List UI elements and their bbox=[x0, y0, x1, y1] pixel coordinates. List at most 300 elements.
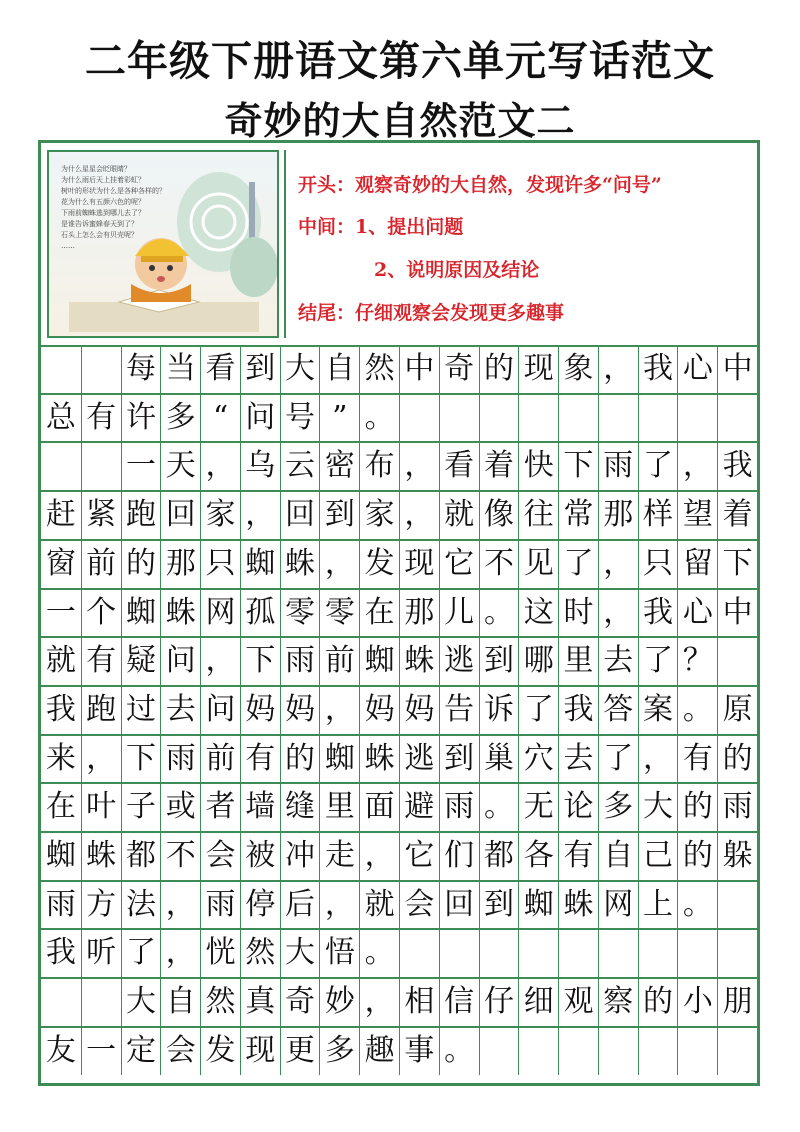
essay-cell: 的 bbox=[717, 735, 757, 783]
outline-middle-1: 中间：1、提出问题 bbox=[298, 216, 464, 238]
essay-cell: 蜘 bbox=[359, 637, 399, 685]
essay-cell: 妈 bbox=[280, 686, 320, 734]
essay-cell bbox=[81, 978, 121, 1026]
essay-cell: 往 bbox=[518, 491, 558, 539]
essay-cell: 的 bbox=[121, 540, 161, 588]
essay-cell bbox=[717, 637, 757, 685]
essay-cell: 我 bbox=[638, 345, 678, 393]
essay-cell: 个 bbox=[81, 589, 121, 637]
grid-line bbox=[41, 734, 757, 736]
essay-cell: “ bbox=[200, 394, 240, 442]
essay-row bbox=[41, 345, 757, 393]
essay-cell bbox=[558, 1027, 598, 1075]
essay-cell: 蜘 bbox=[45, 838, 76, 873]
essay-cell: 的 bbox=[638, 978, 678, 1026]
essay-cell: 有 bbox=[677, 735, 717, 783]
essay-cell: ， bbox=[399, 442, 439, 490]
essay-cell: 方 bbox=[81, 881, 121, 929]
essay-cell: 各 bbox=[518, 832, 558, 880]
essay-cell: 原 bbox=[717, 686, 757, 734]
essay-cell: 无 bbox=[518, 783, 558, 831]
essay-cell: 冲 bbox=[280, 832, 320, 880]
essay-cell: 它 bbox=[399, 832, 439, 880]
essay-cell: 听 bbox=[81, 929, 121, 977]
essay-row bbox=[41, 881, 757, 929]
essay-cell: 事 bbox=[399, 1027, 439, 1075]
essay-cell: 我 bbox=[558, 686, 598, 734]
grid-line bbox=[41, 636, 757, 638]
essay-cell: 朋 bbox=[717, 978, 757, 1026]
essay-cell: 雨 bbox=[598, 442, 638, 490]
essay-cell bbox=[677, 929, 717, 977]
essay-cell: 下 bbox=[121, 735, 161, 783]
essay-cell: 妈 bbox=[399, 686, 439, 734]
essay-cell: 叶 bbox=[81, 783, 121, 831]
essay-cell: 奇 bbox=[439, 345, 479, 393]
essay-cell: 现 bbox=[518, 345, 558, 393]
illustration-question: …… bbox=[61, 242, 75, 250]
essay-cell: 大 bbox=[121, 978, 161, 1026]
writing-sheet bbox=[38, 140, 760, 1086]
essay-cell: 就 bbox=[45, 643, 76, 679]
essay-cell: 小 bbox=[677, 978, 717, 1026]
essay-cell: 。 bbox=[439, 1027, 479, 1075]
essay-cell bbox=[518, 929, 558, 977]
essay-cell: 紧 bbox=[81, 491, 121, 539]
essay-cell: 信 bbox=[439, 978, 479, 1026]
essay-cell bbox=[717, 1027, 757, 1075]
essay-cell: 会 bbox=[160, 1027, 200, 1075]
essay-cell: 像 bbox=[479, 491, 519, 539]
essay-cell: 自 bbox=[319, 345, 359, 393]
essay-cell: 样 bbox=[638, 491, 678, 539]
essay-cell: 了 bbox=[638, 442, 678, 490]
illustration-question: 树叶的形状为什么是各种各样的？ bbox=[61, 187, 166, 195]
essay-cell: 到 bbox=[479, 637, 519, 685]
essay-cell: 心 bbox=[677, 589, 717, 637]
essay-row bbox=[41, 978, 757, 1026]
essay-cell: 蜘 bbox=[319, 735, 359, 783]
essay-cell: ， bbox=[200, 637, 240, 685]
essay-cell: 下 bbox=[558, 442, 598, 490]
essay-cell: 蛛 bbox=[280, 540, 320, 588]
essay-cell: 回 bbox=[160, 491, 200, 539]
grid-line bbox=[41, 977, 757, 979]
grid-line bbox=[41, 393, 757, 395]
essay-cell: ， bbox=[200, 442, 240, 490]
essay-cell: 前 bbox=[81, 540, 121, 588]
boy-reading-illustration bbox=[47, 150, 279, 338]
essay-cell: 仔 bbox=[479, 978, 519, 1026]
essay-cell bbox=[41, 442, 81, 490]
essay-cell: 更 bbox=[280, 1027, 320, 1075]
essay-cell: 布 bbox=[359, 442, 399, 490]
essay-cell: ， bbox=[677, 442, 717, 490]
essay-cell bbox=[558, 394, 598, 442]
essay-cell: 了 bbox=[121, 929, 161, 977]
essay-cell: 天 bbox=[160, 442, 200, 490]
grid-line bbox=[41, 880, 757, 882]
essay-cell bbox=[717, 881, 757, 929]
essay-cell: 然 bbox=[240, 929, 280, 977]
essay-cell: 一 bbox=[81, 1027, 121, 1075]
essay-cell: 那 bbox=[160, 540, 200, 588]
essay-cell: ， bbox=[399, 491, 439, 539]
illustration-question: 是谁告诉蜜蜂春天到了？ bbox=[61, 220, 138, 228]
outline-ending: 结尾：仔细观察会发现更多趣事 bbox=[298, 302, 565, 324]
essay-cell: 有 bbox=[240, 735, 280, 783]
essay-cell: 过 bbox=[121, 686, 161, 734]
essay-cell: 们 bbox=[439, 832, 479, 880]
essay-cell: 我 bbox=[45, 935, 76, 971]
essay-cell: 去 bbox=[558, 735, 598, 783]
essay-row bbox=[41, 783, 757, 831]
essay-cell: 心 bbox=[677, 345, 717, 393]
essay-cell bbox=[638, 394, 678, 442]
page-title: 二年级下册语文第六单元写话范文 bbox=[85, 37, 715, 85]
grid-line bbox=[41, 490, 757, 492]
essay-cell bbox=[81, 345, 121, 393]
essay-cell: 恍 bbox=[200, 929, 240, 977]
essay-cell: 中 bbox=[717, 345, 757, 393]
essay-cell: ， bbox=[638, 735, 678, 783]
essay-cell: 蛛 bbox=[81, 832, 121, 880]
essay-cell: 答 bbox=[598, 686, 638, 734]
essay-cell: 零 bbox=[319, 589, 359, 637]
essay-cell: 。 bbox=[677, 686, 717, 734]
essay-cell: 在 bbox=[359, 589, 399, 637]
essay-cell: 巢 bbox=[479, 735, 519, 783]
essay-cell: 躲 bbox=[717, 832, 757, 880]
essay-cell: 里 bbox=[319, 783, 359, 831]
essay-cell: 时 bbox=[558, 589, 598, 637]
essay-cell: 到 bbox=[319, 491, 359, 539]
essay-cell: 象 bbox=[558, 345, 598, 393]
essay-cell: 常 bbox=[558, 491, 598, 539]
essay-cell: 问 bbox=[200, 686, 240, 734]
essay-cell bbox=[439, 929, 479, 977]
illustration-question: 花为什么有五颜六色的呢？ bbox=[61, 198, 145, 206]
essay-cell: 问 bbox=[160, 637, 200, 685]
essay-cell: 走 bbox=[319, 832, 359, 880]
essay-cell: 。 bbox=[479, 783, 519, 831]
essay-cell: 后 bbox=[280, 881, 320, 929]
essay-cell: 零 bbox=[280, 589, 320, 637]
essay-cell: 孤 bbox=[240, 589, 280, 637]
writing-outline bbox=[284, 150, 753, 338]
essay-row bbox=[41, 1027, 757, 1075]
essay-cell: 只 bbox=[200, 540, 240, 588]
essay-cell bbox=[598, 394, 638, 442]
essay-cell: 有 bbox=[81, 637, 121, 685]
essay-cell: 大 bbox=[280, 345, 320, 393]
essay-cell: 那 bbox=[598, 491, 638, 539]
essay-cell: 留 bbox=[677, 540, 717, 588]
essay-cell: 里 bbox=[558, 637, 598, 685]
essay-cell: 。 bbox=[677, 881, 717, 929]
essay-cell: 墙 bbox=[240, 783, 280, 831]
essay-cell: 逃 bbox=[399, 735, 439, 783]
essay-cell: 蛛 bbox=[399, 637, 439, 685]
essay-cell: 窗 bbox=[45, 545, 76, 581]
essay-cell: 跑 bbox=[81, 686, 121, 734]
essay-cell: 在 bbox=[45, 789, 76, 825]
grid-line bbox=[41, 588, 757, 590]
essay-cell: 雨 bbox=[439, 783, 479, 831]
essay-cell bbox=[81, 442, 121, 490]
essay-cell: 密 bbox=[319, 442, 359, 490]
essay-cell: 然 bbox=[359, 345, 399, 393]
essay-row bbox=[41, 442, 757, 490]
essay-cell bbox=[558, 929, 598, 977]
essay-cell: 雨 bbox=[45, 886, 76, 922]
essay-cell: 了 bbox=[638, 637, 678, 685]
essay-cell: ， bbox=[160, 881, 200, 929]
essay-cell: 见 bbox=[518, 540, 558, 588]
essay-cell: 下 bbox=[240, 637, 280, 685]
essay-cell: 一 bbox=[121, 442, 161, 490]
essay-cell: 去 bbox=[160, 686, 200, 734]
essay-cell: 就 bbox=[359, 881, 399, 929]
essay-cell bbox=[399, 394, 439, 442]
essay-cell: 有 bbox=[558, 832, 598, 880]
essay-cell: 疑 bbox=[121, 637, 161, 685]
essay-cell: 着 bbox=[479, 442, 519, 490]
essay-cell: ， bbox=[319, 881, 359, 929]
essay-cell: 。 bbox=[359, 929, 399, 977]
essay-cell bbox=[479, 1027, 519, 1075]
essay-cell: 。 bbox=[359, 394, 399, 442]
essay-cell bbox=[638, 929, 678, 977]
essay-cell: 雨 bbox=[280, 637, 320, 685]
essay-cell: 发 bbox=[200, 1027, 240, 1075]
grid-line bbox=[41, 928, 757, 930]
essay-cell: 都 bbox=[121, 832, 161, 880]
essay-cell: 相 bbox=[399, 978, 439, 1026]
essay-cell: 穴 bbox=[518, 735, 558, 783]
essay-cell: 有 bbox=[81, 394, 121, 442]
illustration-question: 石头上怎么会有贝壳呢？ bbox=[61, 231, 138, 239]
essay-cell: 发 bbox=[359, 540, 399, 588]
essay-cell: 己 bbox=[638, 832, 678, 880]
essay-cell: 的 bbox=[280, 735, 320, 783]
essay-cell bbox=[439, 394, 479, 442]
essay-cell: 蛛 bbox=[160, 589, 200, 637]
essay-cell: 者 bbox=[200, 783, 240, 831]
essay-cell: 子 bbox=[121, 783, 161, 831]
essay-cell: ， bbox=[81, 735, 121, 783]
essay-cell: 察 bbox=[598, 978, 638, 1026]
essay-cell: 哪 bbox=[518, 637, 558, 685]
essay-cell: 只 bbox=[638, 540, 678, 588]
essay-cell: 前 bbox=[200, 735, 240, 783]
illustration-question: 为什么雨后天上挂着彩虹？ bbox=[61, 176, 145, 184]
essay-cell: 当 bbox=[160, 345, 200, 393]
essay-cell bbox=[598, 929, 638, 977]
essay-cell: 悟 bbox=[319, 929, 359, 977]
essay-cell: 蜘 bbox=[518, 881, 558, 929]
header-panel bbox=[41, 143, 757, 347]
essay-cell: 都 bbox=[479, 832, 519, 880]
essay-cell: 大 bbox=[280, 929, 320, 977]
essay-cell bbox=[677, 1027, 717, 1075]
essay-cell: ， bbox=[319, 686, 359, 734]
essay-cell: 下 bbox=[717, 540, 757, 588]
illustration-question: 为什么星星会眨眼睛？ bbox=[61, 165, 131, 173]
essay-cell: 就 bbox=[439, 491, 479, 539]
essay-row bbox=[41, 637, 757, 685]
essay-cell: 诉 bbox=[479, 686, 519, 734]
essay-cell: 奇 bbox=[280, 978, 320, 1026]
essay-cell: 的 bbox=[677, 783, 717, 831]
essay-cell: 去 bbox=[598, 637, 638, 685]
essay-cell: ？ bbox=[677, 637, 717, 685]
grid-line bbox=[41, 539, 757, 541]
essay-cell: 论 bbox=[558, 783, 598, 831]
essay-cell: 着 bbox=[717, 491, 757, 539]
essay-cell: 跑 bbox=[121, 491, 161, 539]
essay-cell: 不 bbox=[160, 832, 200, 880]
essay-cell: 乌 bbox=[240, 442, 280, 490]
essay-cell bbox=[41, 345, 81, 393]
essay-cell: 妈 bbox=[240, 686, 280, 734]
essay-cell bbox=[717, 929, 757, 977]
essay-cell: 多 bbox=[160, 394, 200, 442]
essay-cell: 趣 bbox=[359, 1027, 399, 1075]
essay-cell: 雨 bbox=[717, 783, 757, 831]
essay-cell: 蜘 bbox=[240, 540, 280, 588]
essay-cell bbox=[677, 394, 717, 442]
grid-line bbox=[41, 1026, 757, 1028]
essay-cell: 看 bbox=[439, 442, 479, 490]
essay-cell: ， bbox=[359, 832, 399, 880]
essay-cell bbox=[598, 1027, 638, 1075]
essay-cell: 案 bbox=[638, 686, 678, 734]
essay-cell: 蛛 bbox=[359, 735, 399, 783]
essay-cell: 每 bbox=[121, 345, 161, 393]
essay-cell: 到 bbox=[240, 345, 280, 393]
essay-cell bbox=[518, 394, 558, 442]
essay-row bbox=[41, 491, 757, 539]
essay-cell: 儿 bbox=[439, 589, 479, 637]
essay-cell: 多 bbox=[598, 783, 638, 831]
essay-cell bbox=[41, 978, 81, 1026]
essay-cell bbox=[479, 929, 519, 977]
essay-cell: ， bbox=[598, 345, 638, 393]
essay-cell: 避 bbox=[399, 783, 439, 831]
essay-cell: 网 bbox=[598, 881, 638, 929]
essay-cell bbox=[479, 394, 519, 442]
essay-cell: ， bbox=[240, 491, 280, 539]
essay-cell: 中 bbox=[717, 589, 757, 637]
page-subtitle: 奇妙的大自然范文二 bbox=[224, 99, 576, 143]
essay-cell: 它 bbox=[439, 540, 479, 588]
essay-row bbox=[41, 735, 757, 783]
essay-cell: 蜘 bbox=[121, 589, 161, 637]
essay-cell: ， bbox=[160, 929, 200, 977]
essay-cell: 前 bbox=[319, 637, 359, 685]
illustration-question: 下雨前蜘蛛逃到哪儿去了？ bbox=[61, 209, 145, 217]
essay-cell: 大 bbox=[638, 783, 678, 831]
essay-cell: 了 bbox=[598, 735, 638, 783]
essay-cell: 了 bbox=[518, 686, 558, 734]
essay-cell: 回 bbox=[439, 881, 479, 929]
essay-cell: 停 bbox=[240, 881, 280, 929]
essay-cell: 雨 bbox=[200, 881, 240, 929]
essay-cell: 家 bbox=[359, 491, 399, 539]
essay-cell: 法 bbox=[121, 881, 161, 929]
essay-cell: 观 bbox=[558, 978, 598, 1026]
essay-cell: 妈 bbox=[359, 686, 399, 734]
essay-cell: 许 bbox=[121, 394, 161, 442]
essay-row bbox=[41, 929, 757, 977]
essay-cell: 或 bbox=[160, 783, 200, 831]
essay-cell: 家 bbox=[200, 491, 240, 539]
essay-cell: 赶 bbox=[45, 497, 76, 533]
essay-cell: 友 bbox=[45, 1032, 76, 1068]
essay-cell: 现 bbox=[399, 540, 439, 588]
essay-cell bbox=[717, 394, 757, 442]
essay-cell: 网 bbox=[200, 589, 240, 637]
illustration-questions bbox=[61, 164, 166, 252]
grid-line bbox=[41, 441, 757, 443]
essay-cell: ， bbox=[598, 540, 638, 588]
essay-row bbox=[41, 832, 757, 880]
essay-cell: 中 bbox=[399, 345, 439, 393]
essay-cell: 到 bbox=[479, 881, 519, 929]
essay-cell: 总 bbox=[45, 399, 76, 435]
essay-cell bbox=[518, 1027, 558, 1075]
essay-cell: 一 bbox=[45, 594, 76, 630]
essay-cell: 到 bbox=[439, 735, 479, 783]
essay-cell bbox=[638, 1027, 678, 1075]
essay-cell: 雨 bbox=[160, 735, 200, 783]
essay-cell: 回 bbox=[280, 491, 320, 539]
outline-opening: 开头：观察奇妙的大自然，发现许多“问号” bbox=[298, 174, 662, 196]
essay-cell: 看 bbox=[200, 345, 240, 393]
essay-cell: 会 bbox=[200, 832, 240, 880]
essay-cell: 多 bbox=[319, 1027, 359, 1075]
essay-cell: 望 bbox=[677, 491, 717, 539]
essay-row bbox=[41, 589, 757, 637]
essay-cell: 现 bbox=[240, 1027, 280, 1075]
essay-row bbox=[41, 394, 757, 442]
outline-middle-2: 2、说明原因及结论 bbox=[374, 259, 540, 281]
essay-cell bbox=[399, 929, 439, 977]
essay-cell: 来 bbox=[45, 740, 76, 776]
grid-line bbox=[41, 831, 757, 833]
essay-row bbox=[41, 686, 757, 734]
essay-cell: 细 bbox=[518, 978, 558, 1026]
essay-cell: 告 bbox=[439, 686, 479, 734]
essay-cell: 面 bbox=[359, 783, 399, 831]
essay-cell: 自 bbox=[598, 832, 638, 880]
essay-row bbox=[41, 540, 757, 588]
essay-cell: 那 bbox=[399, 589, 439, 637]
essay-cell: 这 bbox=[518, 589, 558, 637]
essay-cell: 被 bbox=[240, 832, 280, 880]
essay-cell: 问 bbox=[240, 394, 280, 442]
essay-cell: 上 bbox=[638, 881, 678, 929]
essay-cell: 然 bbox=[200, 978, 240, 1026]
essay-cell: 妙 bbox=[319, 978, 359, 1026]
essay-cell: 会 bbox=[399, 881, 439, 929]
grid-line bbox=[41, 782, 757, 784]
essay-cell: 。 bbox=[479, 589, 519, 637]
essay-cell: 我 bbox=[45, 691, 76, 727]
essay-cell: 自 bbox=[160, 978, 200, 1026]
essay-cell: 号 bbox=[280, 394, 320, 442]
